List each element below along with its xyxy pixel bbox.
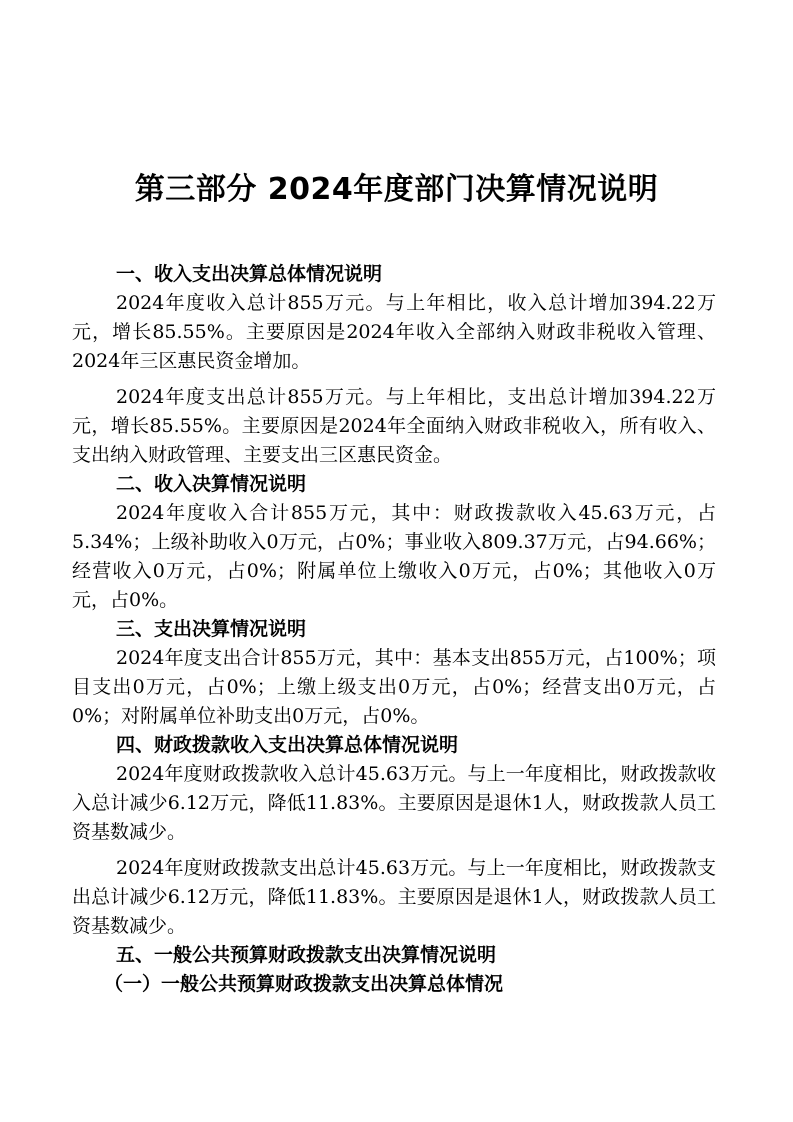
section-heading-2: 二、收入决算情况说明 (116, 473, 307, 495)
section-heading-3: 三、支出决算情况说明 (116, 618, 307, 640)
section-heading-5: 五、一般公共预算财政拨款支出决算情况说明 (116, 944, 497, 966)
paragraph-expenditure-detail: 2024年度支出合计855万元，其中：基本支出855万元，占100%；项目支出0万元，占0%；上缴上级支出0万元，占0%；经营支出0万元，占0%；对附属单位补助支出0万元，占0%。 (72, 647, 716, 727)
paragraph-income-total: 2024年度收入总计855万元。与上年相比，收入总计增加394.22万元，增长85.55%。主要原因是2024年收入全部纳入财政非税收入管理、2024年三区惠民资金增加。 (72, 292, 716, 372)
subsection-heading-1: （一）一般公共预算财政拨款支出决算总体情况 (104, 973, 504, 995)
document-body (72, 260, 716, 999)
section-heading-1: 一、收入支出决算总体情况说明 (116, 263, 383, 285)
paragraph-income-detail: 2024年度收入合计855万元，其中：财政拨款收入45.63万元，占5.34%；上级补助收入0万元，占0%；事业收入809.37万元，占94.66%；经营收入0万元，占0%；附属单位上缴收入0万元，占0%；其他收入0万元，占0%。 (72, 502, 716, 611)
paragraph-fiscal-expenditure: 2024年度财政拨款支出总计45.63万元。与上一年度相比，财政拨款支出总计减少6.12万元，降低11.83%。主要原因是退休1人，财政拨款人员工资基数减少。 (72, 857, 716, 937)
paragraph-fiscal-income: 2024年度财政拨款收入总计45.63万元。与上一年度相比，财政拨款收入总计减少6.12万元，降低11.83%。主要原因是退休1人，财政拨款人员工资基数减少。 (72, 763, 716, 843)
page-title: 第三部分 2024年度部门决算情况说明 (134, 172, 659, 207)
section-heading-4: 四、财政拨款收入支出决算总体情况说明 (116, 734, 459, 756)
paragraph-expenditure-total: 2024年度支出总计855万元。与上年相比，支出总计增加394.22万元，增长85.55%。主要原因是2024年全面纳入财政非税收入，所有收入、支出纳入财政管理、主要支出三区惠民资金。 (72, 386, 716, 466)
